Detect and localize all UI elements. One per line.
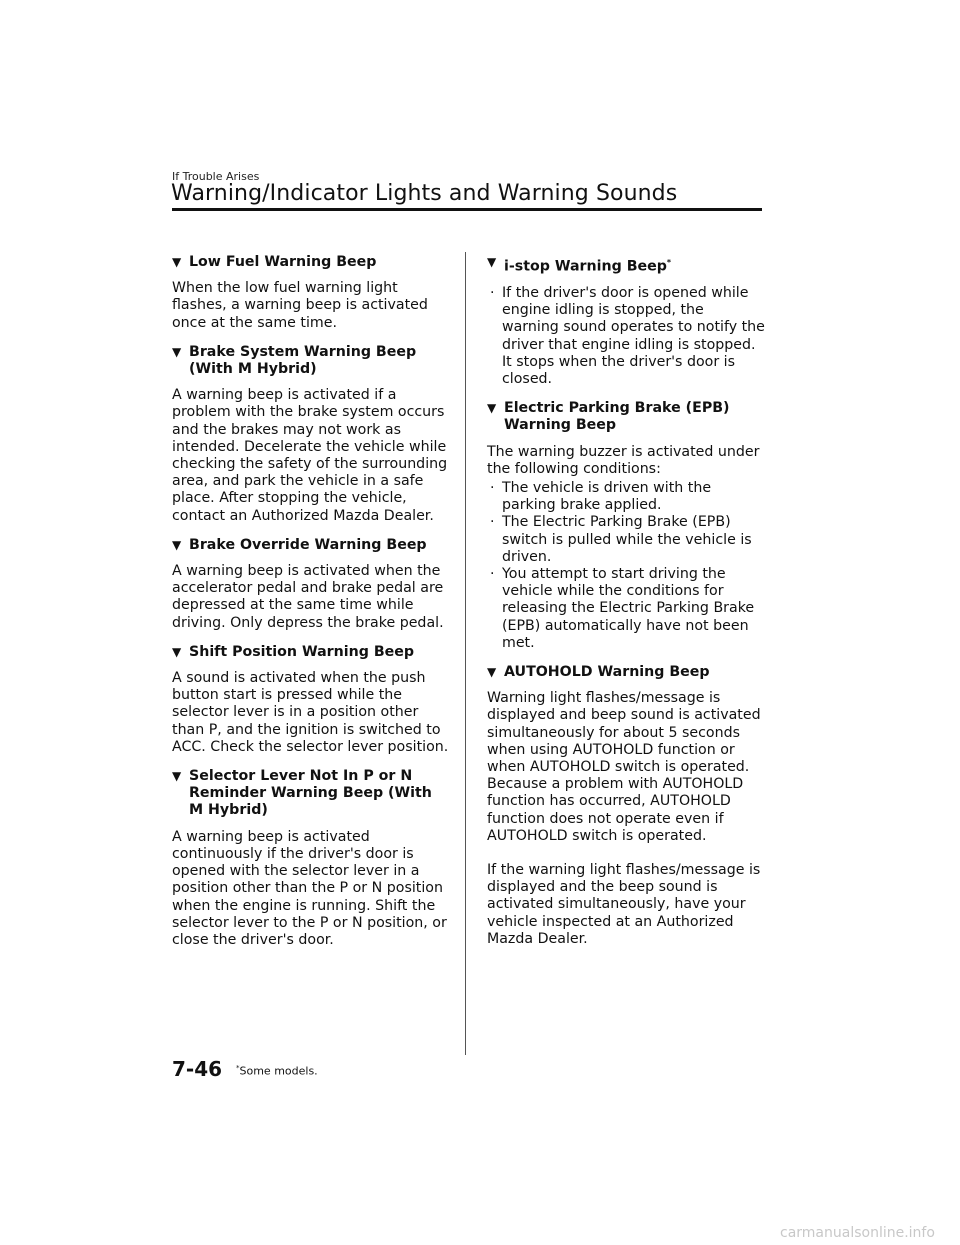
section-body: A sound is activated when the push button start is pressed while the selector lever is in a position other than P, and the ignition is switched to ACC. Check the selector lever position. <box>172 670 449 755</box>
triangle-down-icon: ▼ <box>487 255 497 269</box>
heading-text: AUTOHOLD Warning Beep <box>504 664 710 680</box>
section-body: A warning beep is activated continuously if the driver's door is opened with the selector lever in a position other than the P or N position when the engine is running. Shift the selector lever to the P or N position, or close the driver's door. <box>172 828 447 948</box>
section-heading-shift-position <box>172 644 450 661</box>
bullet-dot-icon: · <box>490 479 495 496</box>
bullet-list <box>487 480 765 652</box>
heading-text: Shift Position Warning Beep <box>189 643 415 660</box>
footnote-text: Some models. <box>239 1064 318 1078</box>
heading-text: Low Fuel Warning Beep <box>189 254 377 270</box>
list-item: · The vehicle is driven with the parking brake applied. <box>490 479 712 514</box>
section-heading-selector-lever <box>172 768 450 820</box>
list-item: · The Electric Parking Brake (EPB) switch is pulled while the vehicle is driven. <box>490 514 752 565</box>
section-body: When the low fuel warning light flashes, a warning beep is activated once at the same time. <box>172 280 428 331</box>
heading-text: Brake Override Warning Beep <box>189 536 427 553</box>
section-body: A warning beep is activated when the accelerator pedal and brake pedal are depressed at the same time while driving. Only depress the brake pedal. <box>172 563 444 631</box>
footnote <box>236 1064 318 1078</box>
section-heading-i-stop <box>487 254 765 276</box>
heading-text: Brake System Warning Beep (With M Hybrid) <box>189 343 417 378</box>
section-heading-brake-override <box>172 537 450 554</box>
triangle-down-icon: ▼ <box>172 644 182 659</box>
right-column <box>487 254 765 960</box>
footnote-marker: * <box>236 1064 240 1072</box>
triangle-down-icon: ▼ <box>487 665 497 679</box>
triangle-down-icon: ▼ <box>487 401 497 416</box>
section-heading-autohold <box>487 664 765 681</box>
section-heading-low-fuel <box>172 254 450 271</box>
section-heading-brake-system <box>172 344 450 378</box>
bullet-dot-icon: · <box>490 514 495 531</box>
heading-text: Electric Parking Brake (EPB) Warning Beep <box>504 400 730 434</box>
page-title: Warning/Indicator Lights and Warning Sounds <box>171 181 678 206</box>
section-body: A warning beep is activated if a problem with the brake system occurs and the brakes may not work as intended. Decelerate the vehicle while checking the safety of the surrounding area, and park the vehicle in a safe place. After stopping the vehicle, contact an Authorized Mazda Dealer. <box>172 387 448 524</box>
footnote-marker: * <box>666 258 672 267</box>
list-item: · You attempt to start driving the vehicle while the conditions for releasing the Electric Parking Brake (EPB) automatically have not been met. <box>490 565 755 651</box>
section-body: If the warning light flashes/message is displayed and the beep sound is activated simultaneously, have your vehicle inspected at an Authorized Mazda Dealer. <box>487 862 761 947</box>
section-heading-epb <box>487 400 765 434</box>
triangle-down-icon: ▼ <box>172 537 182 552</box>
heading-text: i-stop Warning Beep <box>504 258 667 275</box>
section-body: Warning light flashes/message is displayed and beep sound is activated simultaneously for about 5 seconds when using AUTOHOLD function or when AUTOHOLD switch is operated. Because a problem with AUTOHOLD function has occurred, AUTOHOLD function does not operate even if AUTOHOLD switch is operated. <box>487 690 761 844</box>
heading-text: Selector Lever Not In P or N Reminder Warning Beep (With M Hybrid) <box>189 768 432 819</box>
triangle-down-icon: ▼ <box>172 769 182 784</box>
breadcrumb: If Trouble Arises <box>172 170 260 183</box>
page-number: 7-46 <box>172 1057 223 1081</box>
column-divider <box>465 252 466 1055</box>
bullet-list <box>487 285 765 388</box>
bullet-dot-icon: · <box>490 565 495 582</box>
left-column <box>172 254 450 961</box>
triangle-down-icon: ▼ <box>172 344 182 359</box>
list-item: · If the driver's door is opened while engine idling is stopped, the warning sound operates to notify the driver that engine idling is stopped. It stops when the driver's door is closed. <box>490 284 765 387</box>
title-rule <box>172 208 762 211</box>
watermark: carmanualsonline.info <box>780 1225 935 1241</box>
triangle-down-icon: ▼ <box>172 255 182 269</box>
bullet-dot-icon: · <box>490 284 495 301</box>
section-body: The warning buzzer is activated under the following conditions: <box>487 443 760 477</box>
